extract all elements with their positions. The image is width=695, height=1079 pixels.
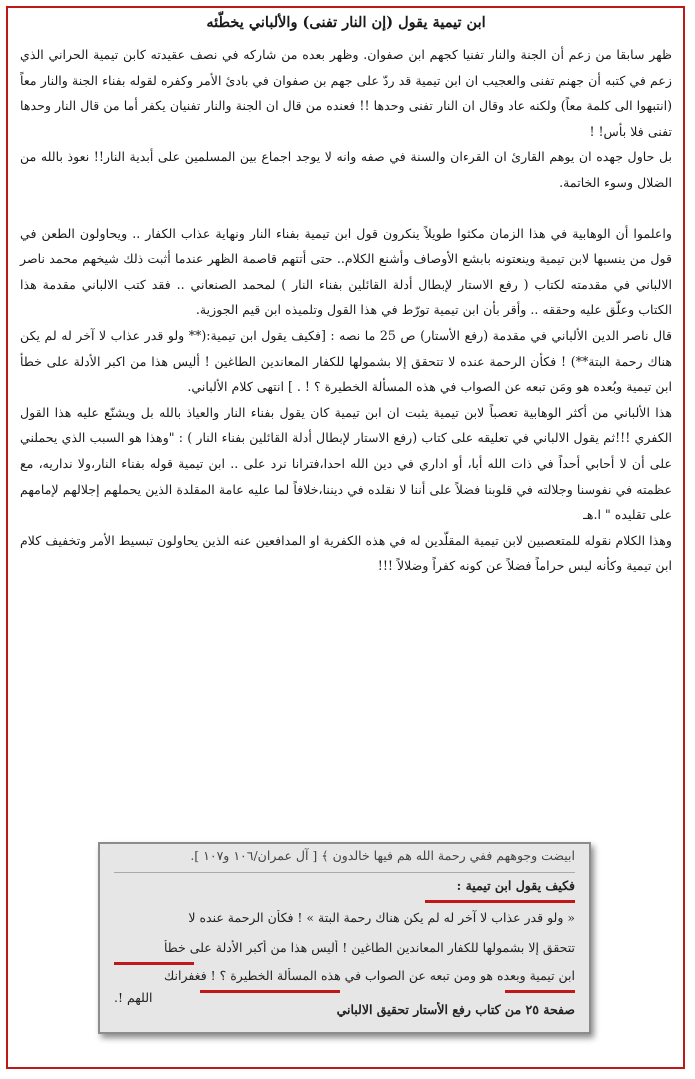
scan-underline-masala xyxy=(200,990,340,993)
scan-top-line: ابيضت وجوههم ففي رحمة الله هم فيها خالدون ﴾ [ آل عمران/١٠٦ و١٠٧ ]. xyxy=(190,848,575,863)
scan-body-line-4: اللهم !. xyxy=(114,990,153,1005)
scanned-book-excerpt xyxy=(98,842,591,1034)
paragraph-2: بل حاول جهده ان يوهم القارئ ان القرءان والسنة في صفه وانه لا يوجد اجماع بين المسلمين على أبدية النار!! نعوذ بالله من الضلال وسوء الخاتمة. xyxy=(20,149,672,190)
paragraph-3: واعلموا أن الوهابية في هذا الزمان مكثوا طويلاً ينكرون قول ابن تيمية بفناء النار ونهاية عذاب الكفار .. ويحاولون الطعن في قول من ينسبها لابن تيمية وينعتونه بابشع الأوصاف وأشنع الكلام.. حتى أتتهم قاصمة الظهر عندما أثبت ذلك شيخهم محمد ناصر الالباني في مقدمته لكتاب ( رفع الاستار لإبطال أدلة القائلين بفناء النار ) لمحمد الصنعاني .. فقد كتب الالباني مقدمة هذا الكتاب وعلّق عليه وحققه .. وأقر بأن ابن تيمية تورّط في هذا القول وتلميذه ابن قيم الجوزية. xyxy=(20,225,672,318)
scan-separator xyxy=(114,872,575,873)
article xyxy=(20,12,672,579)
article-title: ابن تيمية يقول (إن النار تفنى) والألباني يخطّئه xyxy=(206,14,486,31)
scan-body-line-1: « ولو قدر عذاب لا آخر له لم يكن هناك رحمة البتة » ! فكأن الرحمة عنده لا xyxy=(188,910,575,925)
paragraph-4: قال ناصر الدين الألباني في مقدمة (رفع الأستار) ص 25 ما نصه : [فكيف يقول ابن تيمية:(** ولو قدر عذاب لا آخر له لم يكن هناك رحمة البتة**) ! فكأن الرحمة عنده لا تتحقق إلا بشمولها للكفار المعاندين الطاغين ! أليس هذا من اكبر الأدلة على خطأ ابن تيمية وبُعده هو ومَن تبعه عن الصواب في هذه المسألة الخطيرة ؟ ! . ] انتهى كلام الألباني. xyxy=(20,327,672,395)
scan-heading: فكيف يقول ابن تيمية : xyxy=(456,878,575,893)
scan-underline-khata xyxy=(114,962,194,965)
paragraph-gap xyxy=(20,196,672,221)
scan-caption: صفحة ٢٥ من كتاب رفع الأستار تحقيق الالباني xyxy=(336,1002,575,1017)
paragraph-6: وهذا الكلام نقوله للمتعصبين لابن تيمية المقلّدين له في هذه الكفرية او المدافعين عنه الذين يحاولون تبسيط الأمر وتخفيف كلام ابن تيمية وكأنه ليس حراماً فضلاً عن كونه كفراً وضلالاً !!! xyxy=(20,532,672,574)
paragraph-5: هذا الألباني من أكثر الوهابية تعصباً لابن تيمية يثبت ان ابن تيمية كان يقول بفناء النار والعياذ بالله بل ويشنّع عليه هذا القول الكفري !!!ثم يقول الالباني في تعليقه على كتاب (رفع الاستار لإبطال أدلة القائلين بفناء النار ) : "وهذا هو السبب الذي يحملني على أن لا أحابي أحداً في ذات الله أبا، أو اداري في دين الله احدا،فترانا نرد على .. ابن تيمية قوله بفناء النار،ولا نداريه، مع عظمته في نفوسنا وجلالته في قلوبنا فضلاً على أننا لا نقلده في ديننا،خلافاً لما عليه عامة المقلدة الذين يحملهم إجلالهم لإمامهم على تقليده " ا.هـ xyxy=(20,404,672,523)
paragraph-1: ظهر سابقا من زعم أن الجنة والنار تفنيا كجهم ابن صفوان. وظهر بعده من شاركه في نصف عقيدته كابن تيمية الحراني الذي زعم في كتبه أن جهنم تفنى والعجيب ان ابن تيمية قد ردّ على جهم بن صفوان في بادئ الأمر وكفره لقوله بفناء الجنة والنار معاً (انتبهوا الى كلمة معاً) ولكنه عاد وقال ان النار تفنى وحدها !! فعنده من قال ان الجنة والنار تفنيان يكفر أما من قال النار وحدها تفنى فلا بأس! ! xyxy=(20,47,672,139)
scan-underline-ibn-taymiya xyxy=(505,990,575,993)
scan-heading-underline xyxy=(425,900,575,903)
scan-body-line-2: تتحقق إلا بشمولها للكفار المعاندين الطاغين ! أليس هذا من أكبر الأدلة على خطأ xyxy=(163,940,575,955)
scan-body-line-3: ابن تيمية وبعده هو ومن تبعه عن الصواب في هذه المسألة الخطيرة ؟ ! فغفرانك xyxy=(163,968,575,983)
